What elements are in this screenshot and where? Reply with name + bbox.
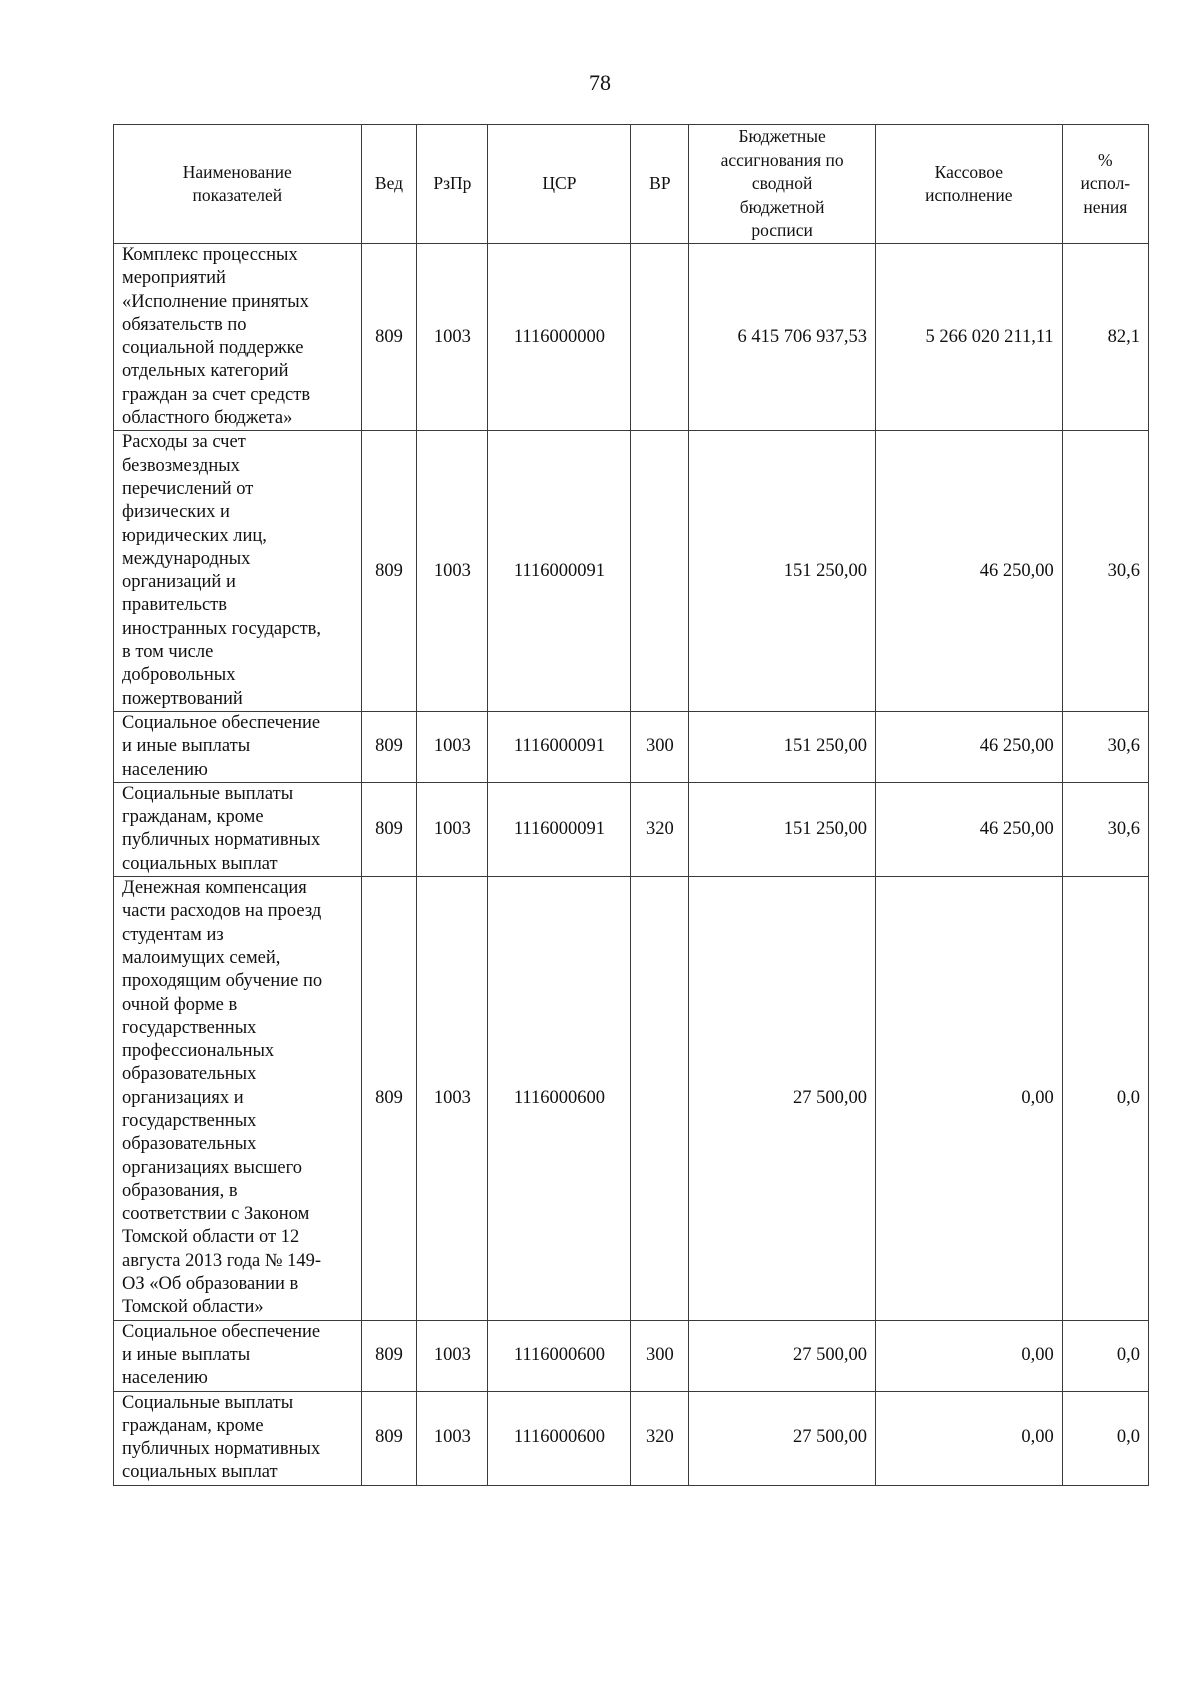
row-vr: 300 — [631, 1320, 689, 1391]
table-header-row — [114, 125, 1149, 244]
row-rzpr: 1003 — [417, 782, 488, 876]
row-percent: 82,1 — [1062, 244, 1148, 431]
page-number: 78 — [589, 70, 611, 95]
row-percent: 30,6 — [1062, 431, 1148, 712]
row-rzpr: 1003 — [417, 711, 488, 782]
row-rzpr: 1003 — [417, 1320, 488, 1391]
header-rzpr: РзПр — [417, 125, 488, 244]
row-ved: 809 — [361, 1391, 417, 1485]
table-row — [114, 877, 1149, 1321]
row-execution: 5 266 020 211,11 — [875, 244, 1062, 431]
row-vr: 320 — [631, 782, 689, 876]
row-execution: 0,00 — [875, 1320, 1062, 1391]
row-percent: 0,0 — [1062, 877, 1148, 1321]
row-csr: 1116000600 — [488, 877, 631, 1321]
row-name: Социальное обеспечение и иные выплаты населению — [114, 1320, 362, 1391]
row-execution: 46 250,00 — [875, 782, 1062, 876]
row-name: Социальные выплаты гражданам, кроме публичных нормативных социальных выплат — [114, 1391, 362, 1485]
row-csr: 1116000091 — [488, 431, 631, 712]
row-name: Денежная компенсация части расходов на проезд студентам из малоимущих семей, проходящим обучение по очной форме в государственных профессиональных образовательных организациях и государственных образовательных организациях высшего образования, в соответствии с Законом Томской области от 12 августа 2013 года № 149- ОЗ «Об образовании в Томской области» — [114, 877, 362, 1321]
row-csr: 1116000091 — [488, 782, 631, 876]
table-row — [114, 711, 1149, 782]
row-assignments: 151 250,00 — [689, 431, 876, 712]
row-vr: 320 — [631, 1391, 689, 1485]
row-ved: 809 — [361, 877, 417, 1321]
header-csr: ЦСР — [488, 125, 631, 244]
row-percent: 30,6 — [1062, 711, 1148, 782]
row-execution: 0,00 — [875, 877, 1062, 1321]
row-ved: 809 — [361, 711, 417, 782]
row-vr: 300 — [631, 711, 689, 782]
row-ved: 809 — [361, 1320, 417, 1391]
row-ved: 809 — [361, 782, 417, 876]
table-row — [114, 1320, 1149, 1391]
header-name: Наименование показателей — [114, 125, 362, 244]
row-assignments: 27 500,00 — [689, 1320, 876, 1391]
row-assignments: 27 500,00 — [689, 1391, 876, 1485]
header-percent: % испол- нения — [1062, 125, 1148, 244]
row-ved: 809 — [361, 244, 417, 431]
table-row — [114, 431, 1149, 712]
row-assignments: 27 500,00 — [689, 877, 876, 1321]
table-row — [114, 1391, 1149, 1485]
table-row — [114, 782, 1149, 876]
header-vr: ВР — [631, 125, 689, 244]
row-rzpr: 1003 — [417, 1391, 488, 1485]
row-csr: 1116000000 — [488, 244, 631, 431]
row-assignments: 151 250,00 — [689, 782, 876, 876]
row-name: Комплекс процессных мероприятий «Исполнение принятых обязательств по социальной поддержке отдельных категорий граждан за счет средств областного бюджета» — [114, 244, 362, 431]
header-execution: Кассовое исполнение — [875, 125, 1062, 244]
row-percent: 0,0 — [1062, 1320, 1148, 1391]
row-execution: 0,00 — [875, 1391, 1062, 1485]
row-assignments: 151 250,00 — [689, 711, 876, 782]
row-execution: 46 250,00 — [875, 431, 1062, 712]
budget-table — [113, 124, 1149, 1486]
row-name: Социальные выплаты гражданам, кроме публичных нормативных социальных выплат — [114, 782, 362, 876]
row-vr — [631, 244, 689, 431]
row-rzpr: 1003 — [417, 431, 488, 712]
row-csr: 1116000600 — [488, 1320, 631, 1391]
row-csr: 1116000091 — [488, 711, 631, 782]
row-csr: 1116000600 — [488, 1391, 631, 1485]
row-vr — [631, 877, 689, 1321]
header-assignments: Бюджетные ассигнования по сводной бюджетной росписи — [689, 125, 876, 244]
row-assignments: 6 415 706 937,53 — [689, 244, 876, 431]
row-vr — [631, 431, 689, 712]
row-percent: 30,6 — [1062, 782, 1148, 876]
row-ved: 809 — [361, 431, 417, 712]
table-row — [114, 244, 1149, 431]
row-name: Расходы за счет безвозмездных перечислений от физических и юридических лиц, международных организаций и правительств иностранных государств, в том числе добровольных пожертвований — [114, 431, 362, 712]
row-percent: 0,0 — [1062, 1391, 1148, 1485]
header-ved: Вед — [361, 125, 417, 244]
row-execution: 46 250,00 — [875, 711, 1062, 782]
row-rzpr: 1003 — [417, 244, 488, 431]
row-name: Социальное обеспечение и иные выплаты населению — [114, 711, 362, 782]
row-rzpr: 1003 — [417, 877, 488, 1321]
